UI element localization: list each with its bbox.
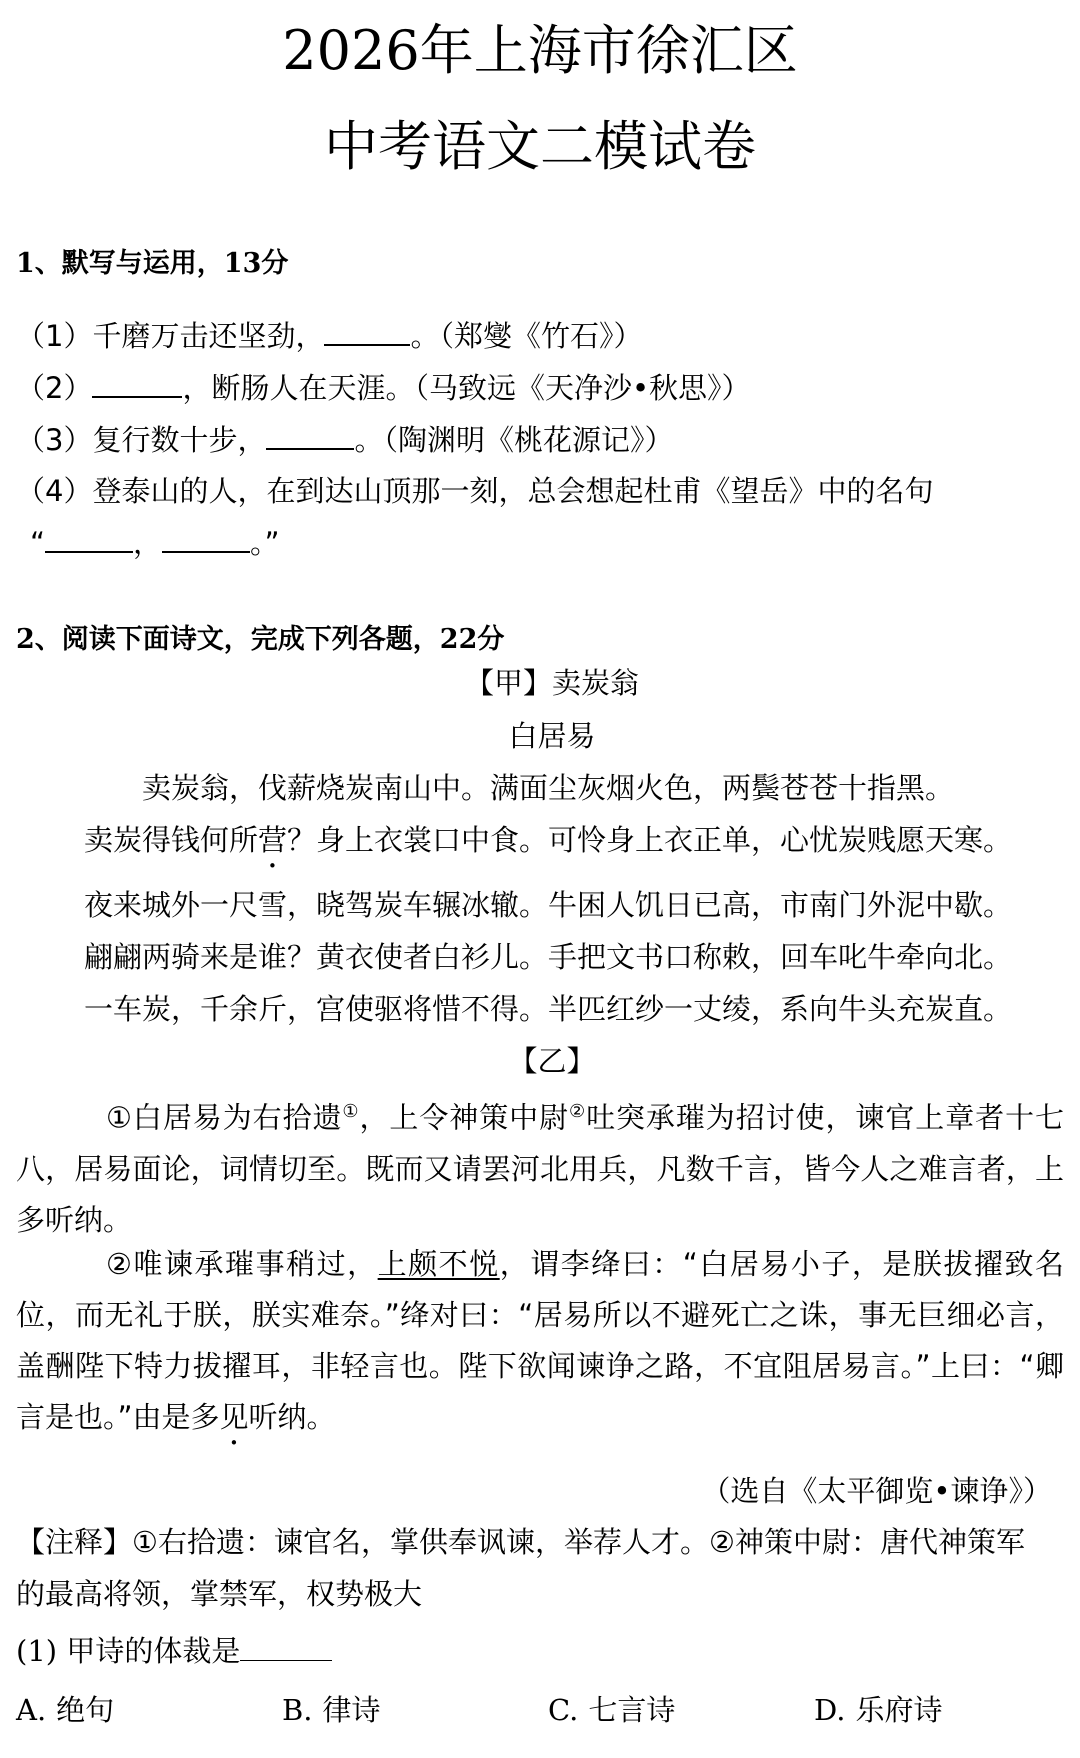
question-1-2: [16, 370, 751, 406]
question-1-2-suffix: ，断肠人在天涯。（马致远《天净沙•秋思》）: [182, 371, 751, 406]
question-1-1: [16, 318, 642, 354]
passage-yi-title: 【乙】: [508, 1044, 596, 1078]
option-a[interactable]: [16, 1688, 114, 1729]
annotation-line: 【注释】①右拾遗：谏官名，掌供奉讽谏，举荐人才。②神策中尉：唐代神策军: [16, 1525, 1025, 1559]
poem-line-part: 卖炭得钱何所: [83, 823, 258, 857]
question-1-2-prefix: （2）: [16, 371, 93, 406]
question-1-3-suffix: 。（陶渊明《桃花源记》）: [354, 423, 674, 458]
question-1-1-suffix: 。（郑燮《竹石》）: [410, 319, 643, 354]
text-part: ①白居易为右拾遗: [106, 1100, 343, 1135]
answer-blank[interactable]: [92, 370, 182, 398]
answer-blank[interactable]: [240, 1634, 332, 1661]
text-part: 听纳。: [248, 1400, 336, 1434]
question-number: (1): [16, 1634, 58, 1669]
text-part: ，谓李绛曰：“白居易小子，是朕拔擢致名位，而无礼于朕，朕实难奈。”绛对曰：“居易所以不避死亡之诛，事无巨细必言，盖酬陛下特力拔擢耳，非轻言也。陛下欲闻谏诤之路，不宜阻居易言。”上曰：“卿言是也。”由是多: [16, 1247, 1064, 1434]
passage-source: （选自《太平御览•谏诤》）: [701, 1474, 1052, 1508]
option-d[interactable]: [814, 1688, 942, 1729]
option-text: 绝句: [56, 1693, 115, 1727]
question-1-3-prefix: （3）复行数十步，: [16, 423, 267, 458]
answer-blank[interactable]: [162, 525, 250, 553]
comma: ，: [133, 526, 163, 561]
poem-line: 翩翩两骑来是谁？黄衣使者白衫儿。手把文书口称敕，回车叱牛牵向北。: [83, 940, 1012, 974]
answer-blank[interactable]: [45, 525, 133, 553]
option-letter: B.: [282, 1693, 313, 1727]
annotation-line: 的最高将领，掌禁军，权势极大: [16, 1577, 423, 1611]
footnote-marker: ②: [569, 1101, 587, 1122]
option-letter: C.: [548, 1693, 579, 1727]
close-quote: 。”: [250, 526, 280, 561]
exam-title-line1: 2026年上海市徐汇区: [282, 19, 798, 82]
open-quote: “: [30, 526, 46, 561]
answer-blank[interactable]: [266, 422, 354, 450]
option-text: 律诗: [322, 1693, 381, 1727]
option-text: 七言诗: [588, 1693, 676, 1727]
question-1-1-prefix: （1）千磨万击还坚劲，: [16, 319, 325, 354]
text-part: ，上令神策中尉: [359, 1100, 569, 1135]
option-letter: A.: [16, 1693, 47, 1727]
option-b[interactable]: [282, 1688, 381, 1729]
poem-line: [52, 823, 1044, 875]
answer-blank[interactable]: [324, 318, 410, 346]
section2-heading: 2、阅读下面诗文，完成下列各题，22分: [16, 624, 505, 655]
poem-line-part: ？身上衣裳口中食。可怜身上衣正单，心忧炭贱愿天寒。: [287, 823, 1013, 857]
text-part: ②唯谏承璀事稍过，: [106, 1247, 378, 1281]
poem-line: 一车炭，千余斤，宫使驱将惜不得。半匹红纱一丈绫，系向牛头充炭直。: [83, 992, 1012, 1026]
poem-line: 夜来城外一尺雪，晓驾炭车辗冰辙。牛困人饥日已高，市南门外泥中歇。: [83, 888, 1012, 922]
footnote-marker: ①: [342, 1101, 360, 1122]
question-text: 甲诗的体裁是: [66, 1634, 241, 1669]
poem-line: 卖炭翁，伐薪烧炭南山中。满面尘灰烟火色，两鬓苍苍十指黑。: [141, 771, 954, 805]
option-c[interactable]: [548, 1688, 675, 1729]
emphasized-char: 营: [257, 823, 287, 857]
section1-heading: 1、默写与运用，13分: [16, 248, 289, 279]
question-1-4-answer: [30, 525, 280, 561]
passage-paragraph-1: [16, 1086, 1064, 1246]
question-1-4: （4）登泰山的人，在到达山顶那一刻，总会想起杜甫《望岳》中的名句: [16, 474, 934, 508]
poem-title: 【甲】卖炭翁: [464, 666, 639, 700]
poem-author: 白居易: [508, 719, 596, 753]
passage-paragraph-2: [16, 1239, 1064, 1452]
exam-title-line2: 中考语文二模试卷: [324, 115, 756, 178]
question-2-1: [16, 1634, 332, 1669]
underlined-phrase: 上颇不悦: [377, 1247, 500, 1281]
emphasized-char: 见: [219, 1400, 249, 1434]
option-text: 乐府诗: [855, 1693, 943, 1727]
question-1-3: [16, 422, 673, 458]
option-letter: D.: [814, 1693, 846, 1727]
text-part: 吐突承璀为招讨使，谏官上章者十七八，居易面论，词情切至。既而又请罢河北用兵，凡数千言，皆今人之难言者，上多听纳。: [16, 1100, 1064, 1237]
